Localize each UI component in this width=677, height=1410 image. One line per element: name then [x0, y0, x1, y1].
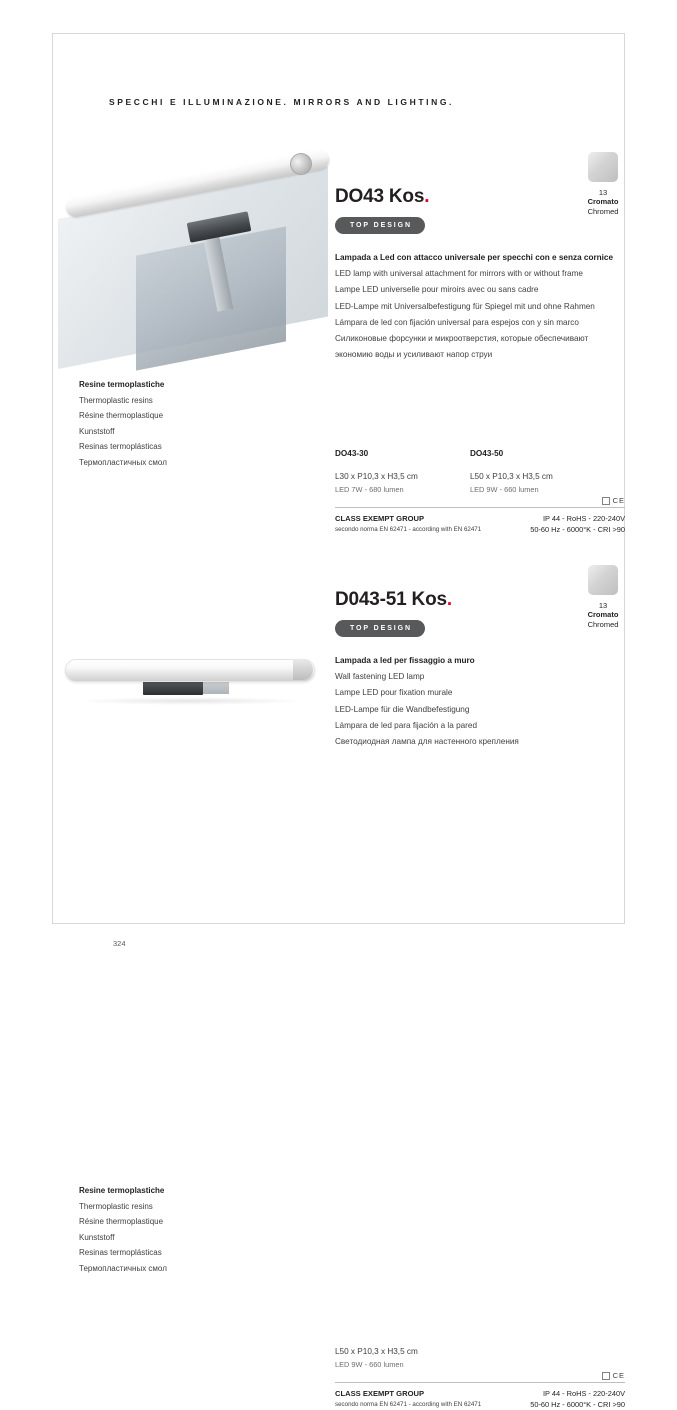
ce-mark-icon: CE — [612, 496, 625, 505]
lamp-shadow — [75, 697, 305, 705]
class-label: CLASS EXEMPT GROUP — [335, 1389, 425, 1399]
material-5: Термопластичных смол — [79, 457, 167, 467]
divider — [335, 1382, 625, 1383]
spec-column-a — [335, 449, 470, 494]
material-3: Kunststoff — [79, 426, 115, 436]
spec-columns-1 — [335, 449, 625, 494]
spec-footer-1 — [335, 513, 625, 535]
class-block-1 — [335, 513, 481, 535]
description-line-6: экономию воды и усиливают напор струи — [335, 350, 493, 360]
materials-list-1 — [79, 377, 269, 470]
lamp-illustration-angled — [58, 169, 328, 329]
description-line-0: Lampada a led per fissaggio a muro — [335, 656, 475, 665]
chrome-swatch-icon — [588, 565, 618, 595]
description-line-3: LED-Lampe für die Wandbefestigung — [335, 704, 470, 714]
finish-code: 13 — [598, 188, 608, 197]
top-design-badge-1: TOP DESIGN — [335, 217, 425, 234]
description-line-5: Силиконовые форсунки и микроотверстия, которые обеспечивают — [335, 334, 589, 344]
variant-led: LED 9W - 660 lumen — [470, 485, 539, 494]
chrome-swatch-icon — [588, 152, 618, 182]
product-specs-1 — [335, 449, 625, 535]
description-line-3: LED-Lampe mit Universalbefestigung für Spiegel mit und ohne Rahmen — [335, 301, 595, 311]
title-dot: . — [424, 186, 430, 207]
class-block-2 — [335, 1388, 481, 1410]
lamp-tube — [65, 659, 315, 682]
description-line-4: Lámpara de led para fijación a la pared — [335, 720, 478, 730]
material-1: Thermoplastic resins — [79, 395, 153, 405]
divider — [335, 507, 625, 508]
variant-led: LED 7W - 680 lumen — [335, 485, 404, 494]
spec-footer-2 — [335, 1388, 625, 1410]
product-title-text: DO43 Kos — [335, 186, 425, 207]
variant-led: LED 9W - 660 lumen — [335, 1360, 404, 1369]
electrical-line-1: IP 44 - RoHS - 220-240V — [542, 514, 625, 524]
class-label: CLASS EXEMPT GROUP — [335, 514, 425, 524]
description-line-2: Lampe LED pour fixation murale — [335, 688, 453, 698]
description-line-1: LED lamp with universal attachment for mirrors with or without frame — [335, 269, 583, 279]
product-title-text: D043-51 Kos — [335, 589, 447, 610]
product-image-1 — [53, 154, 343, 354]
description-line-0: Lampada a Led con attacco universale per specchi con e senza cornice — [335, 253, 614, 262]
variant-code: DO43-50 — [470, 449, 504, 458]
variant-code: DO43-30 — [335, 449, 369, 458]
lamp-end-cap — [293, 659, 313, 680]
product-image-2 — [53, 582, 343, 782]
ce-mark-icon: CE — [612, 1371, 625, 1380]
material-2: Résine thermoplastique — [79, 1217, 164, 1226]
product-specs-2 — [335, 1347, 625, 1410]
electrical-line-2: 50-60 Hz - 6000°K - CRI >90 — [530, 1400, 625, 1410]
finish-name: Cromato — [587, 610, 619, 619]
page-header: SPECCHI E ILLUMINAZIONE. MIRRORS AND LIGHTING. — [109, 97, 455, 107]
variant-dimensions: L50 x P10,3 x H3,5 cm — [470, 472, 553, 481]
material-1: Thermoplastic resins — [79, 1201, 153, 1211]
finish-name-en: Chromed — [587, 620, 619, 629]
material-2: Résine thermoplastique — [79, 411, 164, 420]
square-mark-icon — [602, 497, 610, 505]
page-number: 324 — [113, 939, 126, 948]
title-dot: . — [446, 589, 452, 610]
spec-columns-2 — [335, 1347, 625, 1369]
material-3: Kunststoff — [79, 1232, 115, 1242]
description-line-1: Wall fastening LED lamp — [335, 672, 425, 682]
finish-code: 13 — [598, 601, 608, 610]
variant-dimensions: L50 x P10,3 x H3,5 cm — [335, 1347, 418, 1356]
certification-marks-1 — [335, 496, 625, 505]
finish-swatch-1 — [582, 152, 624, 217]
finish-name: Cromato — [587, 197, 619, 206]
catalog-page — [52, 33, 625, 1410]
product-description-2 — [335, 653, 618, 750]
lamp-illustration-straight — [65, 637, 315, 727]
description-line-4: Lámpara de led con fijación universal para espejos con y sin marco — [335, 317, 579, 327]
materials-list-2 — [79, 1183, 269, 1276]
material-4: Resinas termoplásticas — [79, 1248, 162, 1257]
description-line-5: Светодиодная лампа для настенного крепления — [335, 737, 519, 747]
top-design-badge-2: TOP DESIGN — [335, 620, 425, 637]
certification-marks-2 — [335, 1371, 625, 1380]
electrical-line-1: IP 44 - RoHS - 220-240V — [542, 1389, 625, 1399]
spec-column-a — [335, 1347, 470, 1369]
finish-swatch-2 — [582, 565, 624, 630]
spec-column-b — [470, 449, 605, 494]
electrical-block-1 — [530, 513, 625, 535]
electrical-line-2: 50-60 Hz - 6000°K - CRI >90 — [530, 525, 625, 535]
product-description-1 — [335, 250, 618, 363]
material-4: Resinas termoplásticas — [79, 442, 162, 451]
description-line-2: Lampe LED universelle pour miroirs avec ou sans cadre — [335, 285, 539, 295]
material-0: Resine termoplastiche — [79, 380, 165, 389]
electrical-block-2 — [530, 1388, 625, 1410]
class-sub: secondo norma EN 62471 - according with EN 62471 — [335, 526, 482, 534]
square-mark-icon — [602, 1372, 610, 1380]
material-0: Resine termoplastiche — [79, 1186, 165, 1195]
class-sub: secondo norma EN 62471 - according with EN 62471 — [335, 1401, 482, 1409]
finish-name-en: Chromed — [587, 207, 619, 216]
variant-dimensions: L30 x P10,3 x H3,5 cm — [335, 472, 418, 481]
material-5: Термопластичных смол — [79, 1263, 167, 1273]
